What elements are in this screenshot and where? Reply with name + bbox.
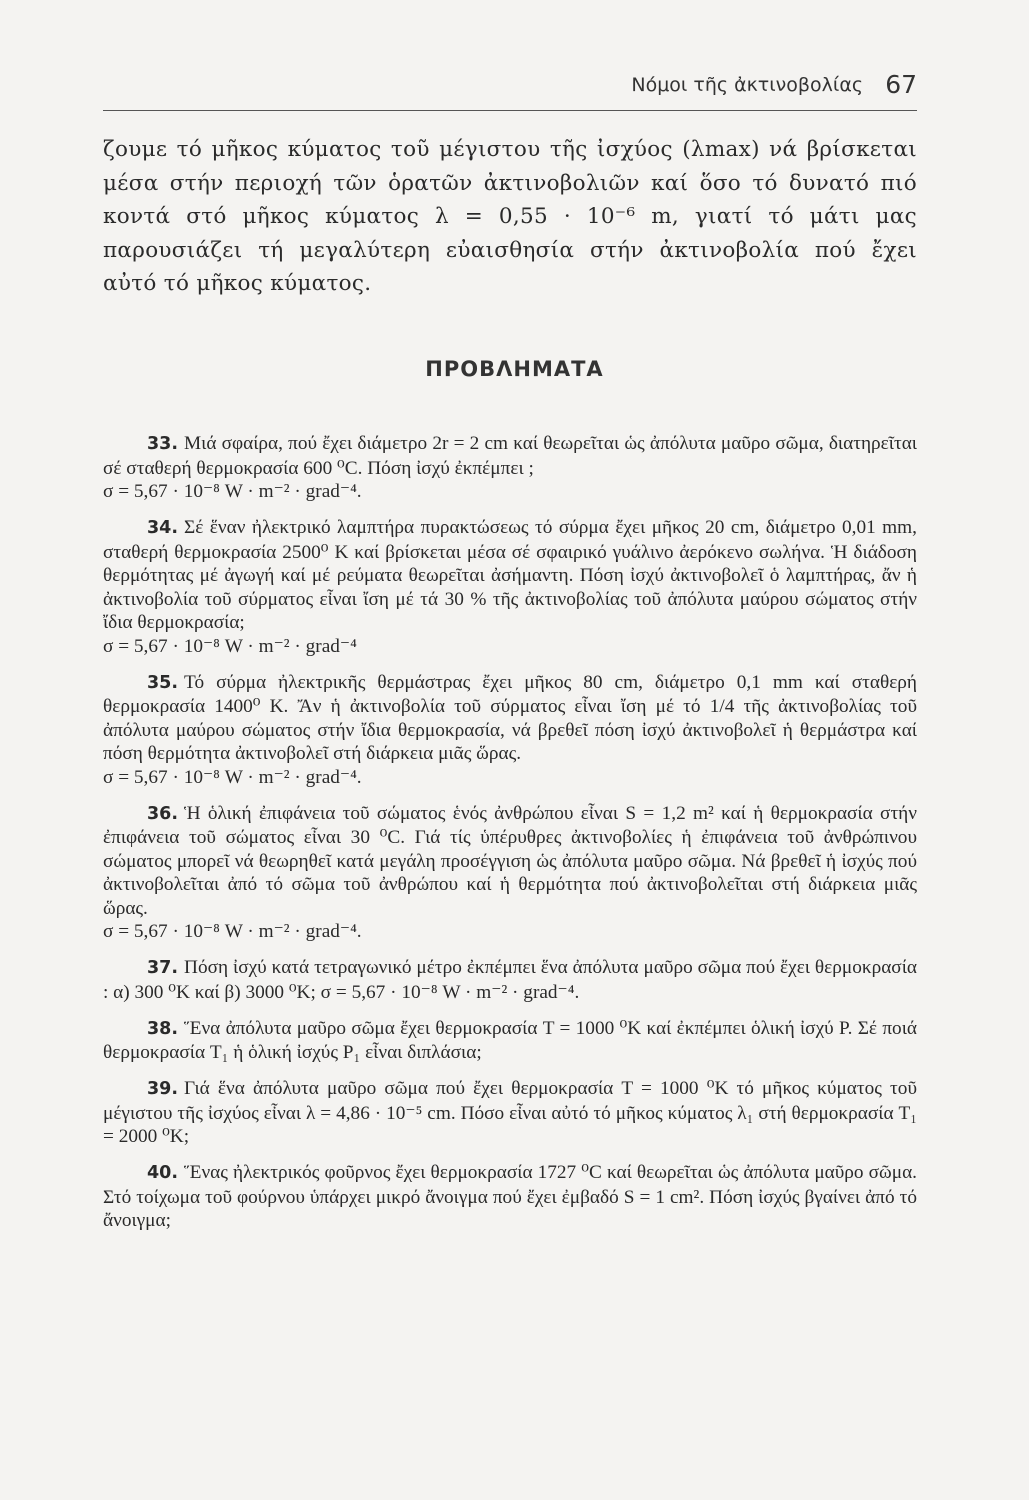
problem-text: Ἡ ὁλική ἐπιφάνεια τοῦ σώματος ἑνός ἀνθρώπου εἶναι S = 1,2 m² καί ἡ θερμοκρασία στήν ἐπιφάνεια τοῦ σώματος εἶναι 30 ⁰C. Γιά τίς ὑπέρυθρες ἀκτινοβολίες ἡ ἐπιφάνεια τοῦ ἀνθρώπινου σώματος μπορεῖ νά θεωρηθεῖ κατά μεγάλη προσέγγιση ὡς ἀπόλυτα μαῦρο σῶμα. Νά βρεθεῖ ἡ ἰσχύς πού ἀκτινοβολεῖται ἀπό τό σῶμα τοῦ ἀνθρώπου καί ἡ θερμότητα πού ἀκτινοβολεῖται στή διάρκεια μιᾶς ὥρας.	[103, 802, 917, 919]
problem-33	[103, 432, 917, 504]
problem-number: 35.	[147, 672, 179, 693]
problem-text: Τό σύρμα ἠλεκτρικῆς θερμάστρας ἔχει μῆκος 80 cm, διάμετρο 0,1 mm καί σταθερή θερμοκρασία 1400⁰ K. Ἄν ἡ ἀκτινοβολία τοῦ σύρματος εἶναι ἴση μέ τό 1/4 τῆς ἀκτινοβολίας τοῦ ἀπόλυτα μαύρου σώματος στήν ἴδια θερμοκρασία, νά βρεθεῖ πόση ἰσχύ ἀκτινοβολεῖ ἡ θερμάστρα καί πόση θερμότητα ἀκτινοβολεῖ στή διάρκεια μιᾶς ὥρας.	[103, 671, 917, 764]
problem-list	[103, 432, 917, 1245]
problem-text: Ἕνας ἠλεκτρικός φοῦρνος ἔχει θερμοκρασία 1727 ⁰C καί θεωρεῖται ὡς ἀπόλυτα μαῦρο σῶμα. Στό τοίχωμα τοῦ φούρνου ὑπάρχει μικρό ἄνοιγμα πού ἔχει ἐμβαδό S = 1 cm². Πόση ἰσχύς βγαίνει ἀπό τό ἄνοιγμα;	[103, 1162, 917, 1231]
intro-text: ζουμε τό μῆκος κύματος τοῦ μέγιστου τῆς ἰσχύος (λmax) νά βρίσκεται μέσα στήν περιοχή τῶν ὁρατῶν ἀκτινοβολιῶν καί ὅσο τό δυνατό πιό κοντά στό μῆκος κύματος λ = 0,55 · 10⁻⁶ m, γιατί τό μάτι μας παρουσιάζει τή μεγαλύτερη εὐαισθησία στήν ἀκτινοβολία πού ἔχει αὐτό τό μῆκος κύματος.	[103, 137, 917, 296]
problem-text: Πόση ἰσχύ κατά τετραγωνικό μέτρο ἐκπέμπει ἕνα ἀπόλυτα μαῦρο σῶμα πού ἔχει θερμοκρασία : α) 300 ⁰K καί β) 3000 ⁰K; σ = 5,67 · 10⁻⁸ W · m⁻² · grad⁻⁴.	[103, 957, 917, 1003]
problem-number: 39.	[147, 1079, 179, 1099]
problem-36	[103, 802, 917, 944]
problem-35	[103, 671, 917, 790]
problem-number: 36.	[147, 803, 179, 824]
problem-number: 40.	[147, 1163, 179, 1183]
problem-text: Σέ ἕναν ἠλεκτρικό λαμπτήρα πυρακτώσεως τό σύρμα ἔχει μῆκος 20 cm, διάμετρο 0,01 mm, σταθερή θερμοκρασία 2500⁰ K καί βρίσκεται μέσα σέ σφαιρικό γυάλινο ἀερόκενο σωλήνα. Ἡ διάδοση θερμότητας μέ ἀγωγή καί μέ ρεύματα θεωρεῖται ἀσήμαντη. Πόση ἰσχύ ἀκτινοβολεῖ ὁ λαμπτήρας, ἄν ἡ ἀκτινοβολία τοῦ σύρματος εἶναι ἴση μέ τά 30 % τῆς ἀκτινοβολίας τοῦ ἀπόλυτα μαύρου σώματος στήν ἴδια θερμοκρασία;	[103, 517, 917, 633]
running-title: Νόμοι τῆς ἀκτινοβολίας	[631, 74, 863, 96]
problem-text: Ἕνα ἀπόλυτα μαῦρο σῶμα ἔχει θερμοκρασία T = 1000 ⁰K καί ἐκπέμπει ὁλική ἰσχύ P. Σέ ποιά θερμοκρασία T₁ ἡ ὁλική ἰσχύς P₁ εἶναι διπλάσια;	[103, 1017, 917, 1063]
page-header	[103, 66, 917, 111]
problem-number: 38.	[147, 1018, 179, 1039]
problem-text: Γιά ἕνα ἀπόλυτα μαῦρο σῶμα πού ἔχει θερμοκρασία T = 1000 ⁰K τό μῆκος κύματος τοῦ μέγιστου τῆς ἰσχύος εἶναι λ = 4,86 · 10⁻⁵ cm. Πόσο εἶναι αὐτό τό μῆκος κύματος λ₁ στή θερμοκρασία T₁ = 2000 ⁰K;	[103, 1078, 917, 1147]
problem-number: 33.	[147, 434, 179, 454]
problem-34	[103, 516, 917, 658]
problem-number: 37.	[147, 958, 179, 978]
problem-constant: σ = 5,67 · 10⁻⁸ W · m⁻² · grad⁻⁴.	[103, 921, 362, 942]
page-number: 67	[885, 70, 917, 99]
problem-38	[103, 1017, 917, 1065]
problem-39	[103, 1077, 917, 1149]
problem-text: Μιά σφαίρα, πού ἔχει διάμετρο 2r = 2 cm καί θεωρεῖται ὡς ἀπόλυτα μαῦρο σῶμα, διατηρεῖται σέ σταθερή θερμοκρασία 600 ⁰C. Πόση ἰσχύ ἐκπέμπει ;	[103, 433, 917, 479]
section-heading: ΠΡΟΒΛΗΜΑΤΑ	[425, 357, 604, 381]
problem-constant: σ = 5,67 · 10⁻⁸ W · m⁻² · grad⁻⁴.	[103, 481, 362, 502]
problem-constant: σ = 5,67 · 10⁻⁸ W · m⁻² · grad⁻⁴.	[103, 766, 362, 788]
intro-paragraph	[103, 133, 917, 301]
problem-number: 34.	[147, 518, 179, 538]
problem-constant: σ = 5,67 · 10⁻⁸ W · m⁻² · grad⁻⁴	[103, 635, 357, 657]
problem-40	[103, 1161, 917, 1233]
problem-37	[103, 956, 917, 1004]
